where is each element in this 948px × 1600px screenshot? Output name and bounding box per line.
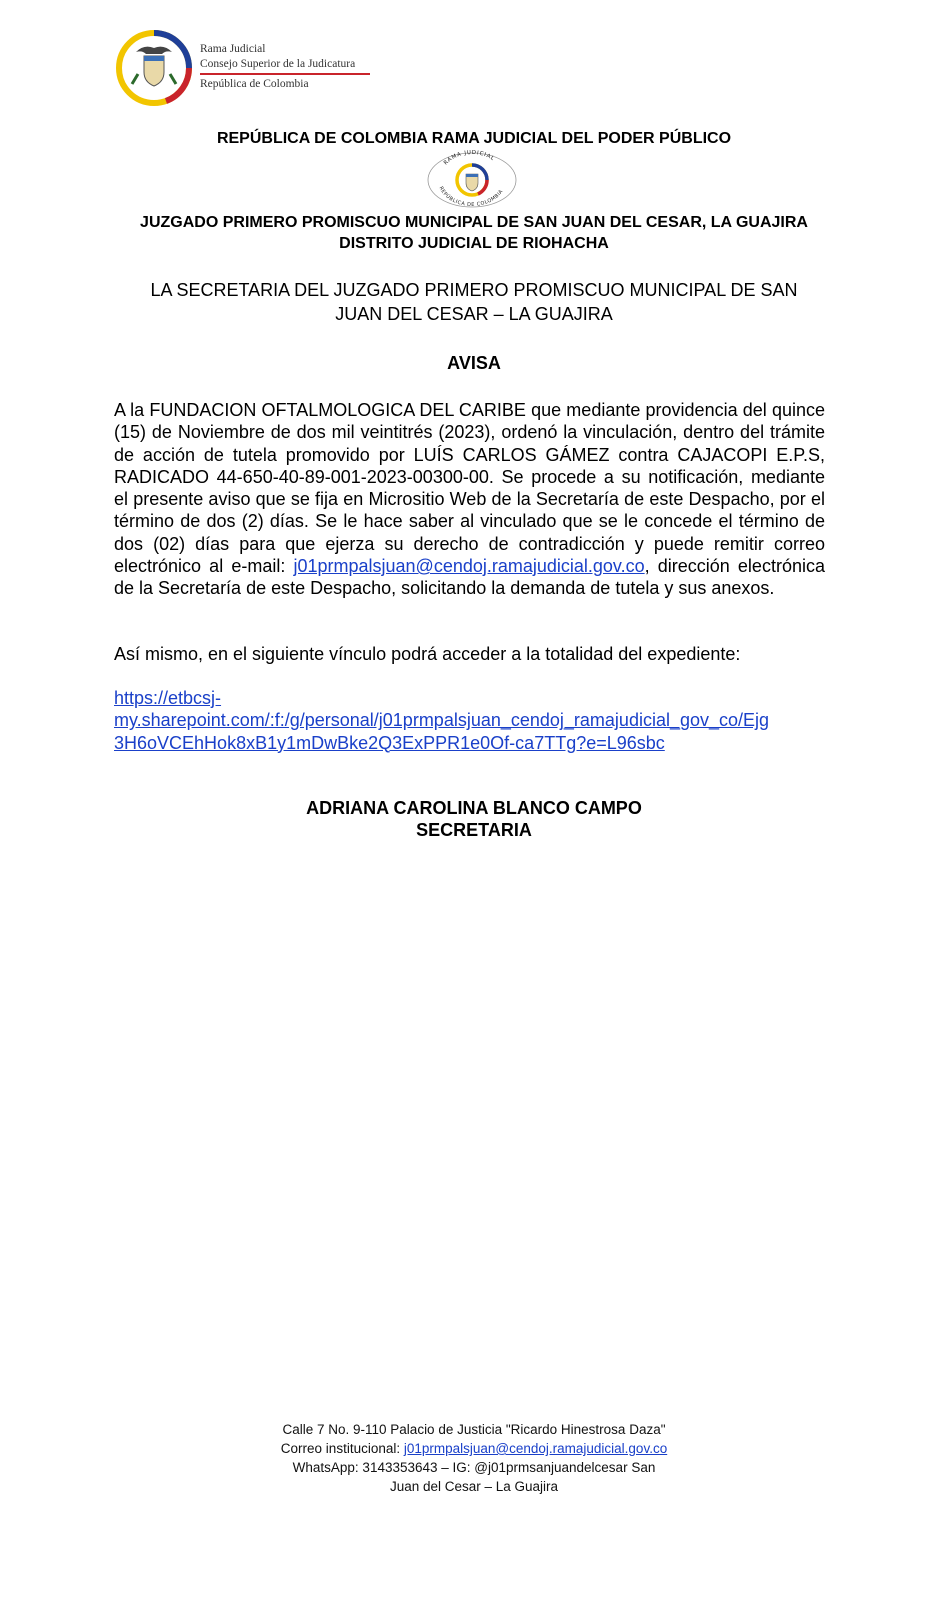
avisa-heading: AVISA	[447, 353, 501, 373]
access-text: Así mismo, en el siguiente vínculo podrá acceder a la totalidad del expediente:	[114, 644, 741, 664]
footer-email-label: Correo institucional:	[280, 1441, 404, 1456]
footer-contact: WhatsApp: 3143353643 – IG: @j01prmsanjuandelcesar San	[292, 1460, 656, 1475]
court-name: JUZGADO PRIMERO PROMISCUO MUNICIPAL DE SAN JUAN DEL CESAR, LA GUAJIRA	[140, 214, 808, 231]
colombia-coat-of-arms-icon	[116, 30, 192, 106]
footer-city: Juan del Cesar – La Guajira	[389, 1479, 559, 1494]
expediente-link[interactable]	[114, 687, 825, 754]
notice-paragraph	[114, 399, 825, 600]
signatory-name: ADRIANA CAROLINA BLANCO CAMPO	[306, 798, 642, 818]
logo-line-1: Rama Judicial	[200, 43, 266, 55]
document-title: REPÚBLICA DE COLOMBIA RAMA JUDICIAL DEL PODER PÚBLICO	[216, 130, 732, 147]
notice-email-link[interactable]: j01prmpalsjuan@cendoj.ramajudicial.gov.co	[293, 556, 645, 577]
expediente-link-line-2[interactable]: my.sharepoint.com/:f:/g/personal/j01prmpalsjuan_cendoj_ramajudicial_gov_co/Ejg	[114, 710, 770, 731]
logo-text	[200, 42, 370, 92]
footer-email-line	[0, 1439, 948, 1458]
footer-address: Calle 7 No. 9-110 Palacio de Justicia "Ricardo Hinestrosa Daza"	[282, 1422, 666, 1437]
judicial-district: DISTRITO JUDICIAL DE RIOHACHA	[339, 235, 609, 252]
secretary-heading-line-1: LA SECRETARIA DEL JUZGADO PRIMERO PROMISCUO MUNICIPAL DE SAN	[150, 280, 798, 300]
footer-email-link[interactable]: j01prmpalsjuan@cendoj.ramajudicial.gov.co	[403, 1441, 668, 1456]
secretary-heading-line-2: JUAN DEL CESAR – LA GUAJIRA	[335, 304, 613, 324]
logo-divider	[200, 73, 370, 75]
notice-text-before-email: A la FUNDACION OFTALMOLOGICA DEL CARIBE que mediante providencia del quince (15) de Noviembre de dos mil veintitrés (2023), ordenó la vinculación, dentro del trámite de acción de tutela promovido por LUÍS CARLOS GÁMEZ contra CAJACOPI E.P.S, RADICADO 44-650-40-89-001-2023-00300-00. Se procede a su notificación, mediante el presente aviso que se fija en Micrositio Web de la Secretaría de este Despacho, por el término de dos (2) días. Se le hace saber al vinculado que se le concede el término de dos (02) días para que ejerza su derecho de contradicción y puede remitir correo electrónico al e-mail:	[114, 400, 825, 577]
seal-text-bottom: REPÚBLICA DE COLOMBIA	[437, 185, 505, 208]
rama-judicial-logo	[116, 30, 386, 106]
expediente-link-line-3[interactable]: 3H6oVCEhHok8xB1y1mDwBke2Q3ExPPR1e0Of-ca7TTg?e=L96sbc	[114, 732, 665, 753]
logo-line-2: Consejo Superior de la Judicatura	[200, 58, 356, 70]
logo-line-3: República de Colombia	[200, 77, 309, 90]
expediente-link-line-1[interactable]: https://etbcsj-	[114, 688, 222, 708]
rama-judicial-seal-icon	[426, 150, 518, 208]
notice-text-after-email: , dirección electrónica de la Secretaría de este Despacho, solicitando la demanda de tutela y sus anexos.	[114, 556, 825, 599]
signatory-role: SECRETARIA	[416, 820, 532, 840]
seal-text-top: RAMA JUDICIAL	[442, 150, 496, 167]
